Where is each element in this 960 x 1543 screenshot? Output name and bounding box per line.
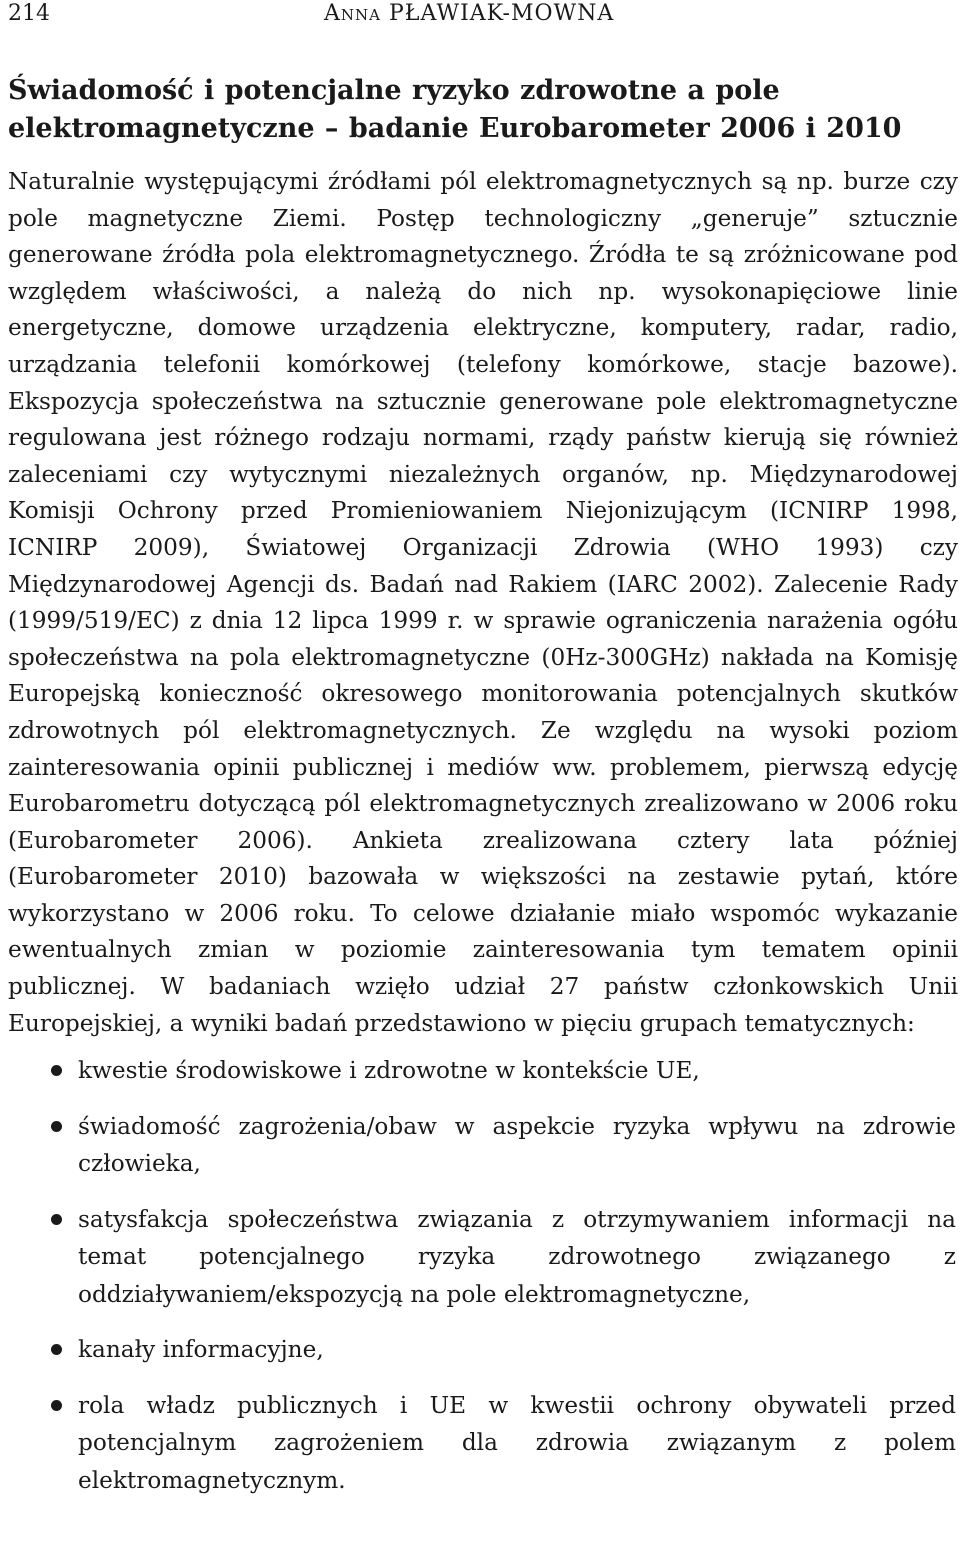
- bullet-icon: [51, 1065, 62, 1076]
- list-item-text: satysfakcja społeczeństwa związania z otrzymywaniem informacji na temat potencjalnego ryzyka zdrowotnego związanego z oddziaływaniem/ekspozycją na pole elektromagnetyczne,: [78, 1205, 956, 1308]
- list-item-text: świadomość zagrożenia/obaw w aspekcie ryzyka wpływu na zdrowie człowieka,: [78, 1112, 956, 1178]
- list-item-text: kanały informacyjne,: [78, 1336, 324, 1364]
- running-author: Anna PŁAWIAK-MOWNA: [324, 1, 615, 26]
- page-number: 214: [8, 1, 50, 26]
- running-head: [8, 0, 956, 30]
- list-item-text: kwestie środowiskowe i zdrowotne w kontekście UE,: [78, 1057, 700, 1085]
- topic-list: [8, 1052, 956, 1499]
- bullet-icon: [51, 1400, 62, 1411]
- bullet-icon: [51, 1344, 62, 1355]
- bullet-icon: [51, 1121, 62, 1132]
- body-paragraph: Naturalnie występującymi źródłami pól elektromagnetycznych są np. burze czy pole magnetyczne Ziemi. Postęp technologiczny „generuje” sztucznie generowane źródła pola elektromagnetycznego. Źródła te są zróżnicowane pod względem właściwości, a należą do nich np. wysokonapięciowe linie energetyczne, domowe urządzenia elektryczne, komputery, radar, radio, urządzania telefonii komórkowej (telefony komórkowe, stacje bazowe). Ekspozycja społeczeństwa na sztucznie generowane pole elektromagnetyczne regulowana jest różnego rodzaju normami, rządy państw kierują się również zaleceniami czy wytycznymi niezależnych organów, np. Międzynarodowej Komisji Ochrony przed Promieniowaniem Niejonizującym (ICNIRP 1998, ICNIRP 2009), Światowej Organizacji Zdrowia (WHO 1993) czy Międzynarodowej Agencji ds. Badań nad Rakiem (IARC 2002). Zalecenie Rady (1999/519/EC) z dnia 12 lipca 1999 r. w sprawie ograniczenia narażenia ogółu społeczeństwa na pola elektromagnetyczne (0Hz-300GHz) nakłada na Komisję Europejską konieczność okresowego monitorowania potencjalnych skutków zdrowotnych pól elektromagnetycznych. Ze względu na wysoki poziom zainteresowania opinii publicznej i mediów ww. problemem, pierwszą edycję Eurobarometru dotyczącą pól elektromagnetycznych zrealizowano w 2006 roku (Eurobarometer 2006). Ankieta zrealizowana cztery lata później (Eurobarometer 2010) bazowała w większości na zestawie pytań, które wykorzystano w 2006 roku. To celowe działanie miało wspomóc wykazanie ewentualnych zmian w poziomie zainteresowania tym tematem opinii publicznej. W badaniach wzięło udział 27 państw członkowskich Unii Europejskiej, a wyniki badań przedstawiono w pięciu grupach tematycznych:: [8, 168, 958, 1037]
- document-page: [8, 0, 956, 1517]
- bullet-icon: [51, 1214, 62, 1225]
- list-item: [8, 1201, 956, 1314]
- list-item: [8, 1108, 956, 1183]
- list-item: [8, 1052, 956, 1090]
- list-item: [8, 1331, 956, 1369]
- list-item-text: rola władz publicznych i UE w kwestii ochrony obywateli przed potencjalnym zagrożeniem dla zdrowia związanym z polem elektromagnetycznym.: [78, 1391, 956, 1494]
- section-title: Świadomość i potencjalne ryzyko zdrowotne a pole elektromagnetyczne – badanie Eurobarometer 2006 i 2010: [8, 75, 902, 144]
- list-item: [8, 1387, 956, 1500]
